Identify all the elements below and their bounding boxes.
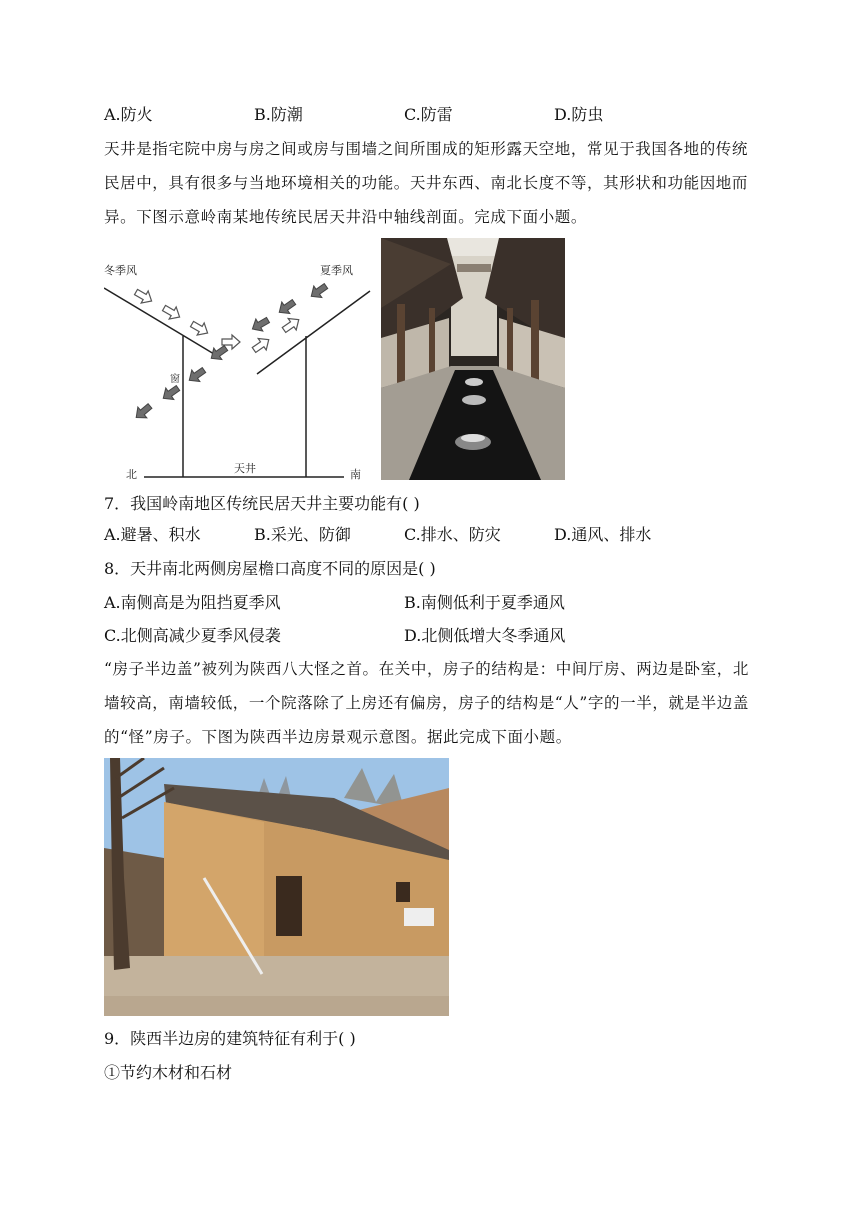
q7-stem: 7．我国岭南地区传统民居天井主要功能有( ) <box>104 494 420 513</box>
passage-half-house: “房子半边盖”被列为陕西八大怪之首。在关中，房子的结构是：中间厅房、两边是卧室，北墙较高，南墙较低，一个院落除了上房还有偏房，房子的结构是“人”字的一半，就是半边盖的“怪”房子。下图为陕西半边房景观示意图。据此完成下面小题。 <box>104 660 749 746</box>
q8-option-b: B.南侧低利于夏季通风 <box>404 593 565 612</box>
window-label: 窗 <box>170 374 180 385</box>
q8-option-a: A.南侧高是为阻挡夏季风 <box>104 593 281 612</box>
q7-option-d: D.通风、排水 <box>554 525 652 544</box>
half-house-photo <box>104 758 449 1016</box>
q7-option-a: A.避暑、积水 <box>104 525 201 544</box>
courtyard-photo <box>381 238 565 480</box>
q8-stem: 8．天井南北两侧房屋檐口高度不同的原因是( ) <box>104 559 436 578</box>
passage-courtyard: 天井是指宅院中房与房之间或房与围墙之间所围成的矩形露天空地，常见于我国各地的传统民居中，具有很多与当地环境相关的功能。天井东西、南北长度不等，其形状和功能因地而异。下图示意岭南某地传统民居天井沿中轴线剖面。完成下面小题。 <box>104 140 749 226</box>
q7-option-c: C.排水、防灾 <box>404 525 501 544</box>
summer-wind-label: 夏季风 <box>320 264 353 277</box>
courtyard-label: 天井 <box>234 462 256 475</box>
q6-option-d: D.防虫 <box>554 105 604 124</box>
q6-option-a: A.防火 <box>104 105 153 124</box>
q7-option-b: B.采光、防御 <box>254 525 351 544</box>
q8-option-d: D.北侧低增大冬季通风 <box>404 626 566 645</box>
q6-option-c: C.防雷 <box>404 105 453 124</box>
south-label: 南 <box>350 468 361 480</box>
winter-wind-label: 冬季风 <box>104 264 137 277</box>
q6-option-b: B.防潮 <box>254 105 303 124</box>
courtyard-section-diagram <box>104 258 372 480</box>
q8-option-c: C.北侧高减少夏季风侵袭 <box>104 626 281 645</box>
q9-item-1: ①节约木材和石材 <box>104 1063 233 1082</box>
north-label: 北 <box>126 468 137 480</box>
q9-stem: 9．陕西半边房的建筑特征有利于( ) <box>104 1029 356 1048</box>
